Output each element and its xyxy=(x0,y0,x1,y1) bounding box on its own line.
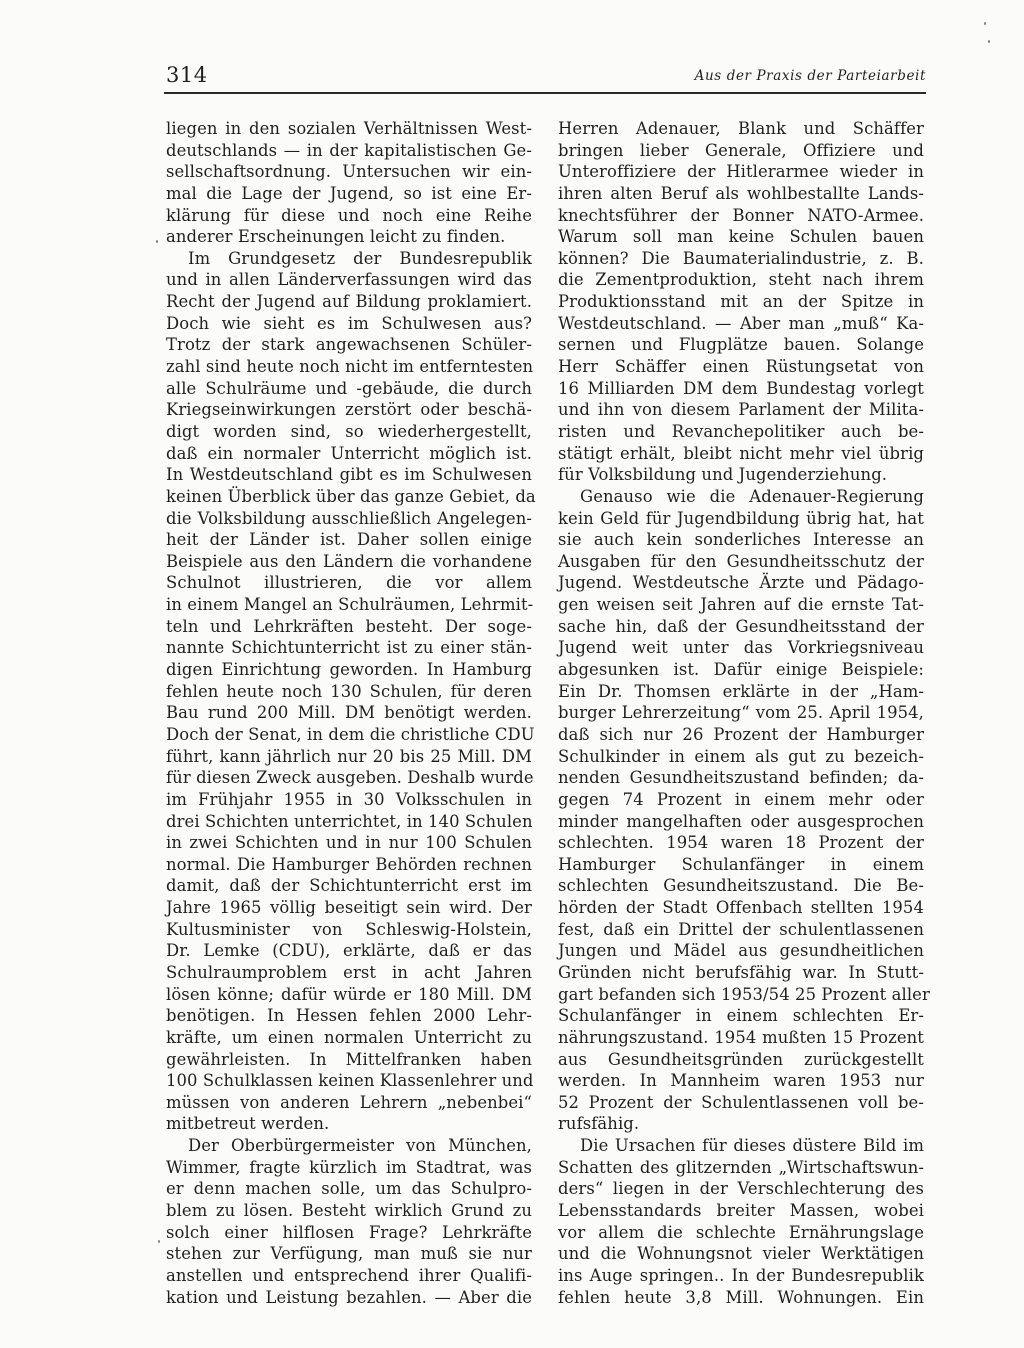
text-line: fehlen heute noch 130 Schulen, für deren xyxy=(166,681,532,701)
text-line: die Volksbildung ausschließlich Angelegen- xyxy=(166,508,532,528)
text-line: fest, daß ein Drittel der schulentlassenen xyxy=(558,919,924,939)
text-line: für diesen Zweck ausgeben. Deshalb wurde xyxy=(166,768,534,788)
text-line: blem zu lösen. Besteht wirklich Grund zu xyxy=(166,1201,532,1221)
text-line: ihren alten Beruf als wohlbestallte Lands- xyxy=(558,183,924,203)
text-line: keinen Überblick über das ganze Gebiet, da xyxy=(166,486,536,506)
text-line: Schatten des glitzernden „Wirtschaftswun- xyxy=(558,1157,924,1177)
text-line: lösen könne; dafür würde er 180 Mill. DM xyxy=(166,984,532,1004)
text-line: deutschlands — in der kapitalistischen Ge- xyxy=(166,140,532,160)
text-line: klärung für diese und noch eine Reihe xyxy=(166,205,532,225)
text-line: kation und Leistung bezahlen. — Aber die xyxy=(166,1287,532,1307)
text-line: er denn machen solle, um das Schulpro- xyxy=(166,1179,532,1199)
text-line: schlechten. 1954 waren 18 Prozent der xyxy=(558,833,924,853)
text-line: teln und Lehrkräften besteht. Der soge- xyxy=(166,616,532,636)
text-line: mitbetreut werden. xyxy=(166,1114,330,1134)
text-line: In Westdeutschland gibt es im Schulwesen xyxy=(166,465,532,485)
text-line: im Frühjahr 1955 in 30 Volksschulen in xyxy=(166,789,532,809)
text-line: damit, daß der Schichtunterricht erst im xyxy=(166,876,532,896)
text-line: in einem Mangel an Schulräumen, Lehrmit- xyxy=(166,595,534,615)
text-line: Ein Dr. Thomsen erklärte in der „Ham- xyxy=(558,681,924,701)
text-line: ins Auge springen.. In der Bundesrepublik xyxy=(558,1265,924,1285)
text-line: müssen von anderen Lehrern „nebenbei“ xyxy=(166,1092,532,1112)
text-line: kräfte, um einen normalen Unterricht zu xyxy=(166,1027,532,1047)
paragraph xyxy=(166,118,532,248)
text-line: anstellen und entsprechend ihrer Qualifi- xyxy=(166,1265,532,1285)
text-line: Lebensstandards breiter Massen, wobei xyxy=(558,1201,924,1221)
text-line: alle Schulräume und -gebäude, die durch xyxy=(166,378,532,398)
text-line: Herr Schäffer einen Rüstungsetat von xyxy=(558,357,924,377)
text-line: 16 Milliarden DM dem Bundestag vorlegt xyxy=(558,378,924,398)
text-line: Im Grundgesetz der Bundesrepublik xyxy=(188,248,532,268)
text-line: Recht der Jugend auf Bildung proklamiert. xyxy=(166,292,532,312)
text-line: abgesunken ist. Dafür einige Beispiele: xyxy=(558,660,924,680)
text-line: Wimmer, fragte kürzlich im Stadtrat, was xyxy=(166,1157,532,1177)
text-line: solch einer hilflosen Frage? Lehrkräfte xyxy=(166,1222,532,1242)
text-line: ders“ liegen in der Verschlechterung des xyxy=(558,1179,924,1199)
text-line: Jugend. Westdeutsche Ärzte und Pädago- xyxy=(558,573,924,593)
text-line: Produktionsstand mit an der Spitze in xyxy=(558,292,924,312)
text-line: Schulnot illustrieren, die vor allem xyxy=(166,573,532,593)
text-line: Jungen und Mädel aus gesundheitlichen xyxy=(558,941,924,961)
header-rule xyxy=(164,92,926,94)
paragraph xyxy=(166,248,536,1135)
text-line: für Volksbildung und Jugenderziehung. xyxy=(558,465,888,485)
text-line: sache hin, daß der Gesundheitsstand der xyxy=(558,616,924,636)
text-line: die Zementproduktion, steht nach ihrem xyxy=(558,270,924,290)
text-line: heit der Länder ist. Daher sollen einige xyxy=(166,530,532,550)
text-line: Herren Adenauer, Blank und Schäffer xyxy=(558,119,924,138)
text-line: anderer Erscheinungen leicht zu finden. xyxy=(166,227,506,247)
text-line: Doch der Senat, in dem die christliche CDU xyxy=(166,724,535,744)
text-line: und ihn von diesem Parlament der Milita- xyxy=(558,400,924,420)
text-line: Doch wie sieht es im Schulwesen aus? xyxy=(166,313,532,333)
text-line: aus Gesundheitsgründen zurückgestellt xyxy=(558,1049,924,1069)
text-line: daß ein normaler Unterricht möglich ist. xyxy=(166,443,532,463)
text-line: Jugend weit unter das Vorkriegsniveau xyxy=(558,638,924,658)
text-line: Schulkinder in einem als gut zu bezeich- xyxy=(558,746,924,766)
text-line: vor allem die schlechte Ernährungslage xyxy=(558,1222,924,1242)
text-line: und die Wohnungsnot vieler Werktätigen xyxy=(558,1244,924,1264)
running-title: Aus der Praxis der Parteiarbeit xyxy=(694,68,926,84)
right-column xyxy=(558,118,930,1308)
text-line: gart befanden sich 1953/54 25 Prozent aller xyxy=(558,984,930,1004)
text-line: und in allen Länderverfassungen wird das xyxy=(166,270,532,290)
text-line: gegen 74 Prozent in einem mehr oder xyxy=(558,789,924,809)
text-line: normal. Die Hamburger Behörden rechnen xyxy=(166,854,532,874)
text-line: digt worden sind, so wiederhergestellt, xyxy=(166,421,532,441)
text-line: digen Einrichtung geworden. In Hamburg xyxy=(166,660,532,680)
text-line: Schulanfänger in einem schlechten Er- xyxy=(558,1006,924,1026)
text-line: risten und Revanchepolitiker auch be- xyxy=(558,421,924,441)
text-line: stehen zur Verfügung, man muß sie nur xyxy=(166,1244,532,1264)
text-line: Schulraumproblem erst in acht Jahren xyxy=(166,962,532,982)
text-line: Dr. Lemke (CDU), erklärte, daß er das xyxy=(166,941,532,961)
print-speck xyxy=(158,1240,160,1243)
text-line: benötigen. In Hessen fehlen 2000 Lehr- xyxy=(166,1006,532,1026)
text-line: rufsfähig. xyxy=(558,1114,640,1134)
text-line: gen weisen seit Jahren auf die ernste Tat- xyxy=(558,595,924,615)
text-line: Genauso wie die Adenauer-Regierung xyxy=(580,486,924,506)
text-line: Kultusminister von Schleswig-Holstein, xyxy=(166,919,532,939)
text-line: 100 Schulklassen keinen Klassenlehrer und xyxy=(166,1071,534,1091)
text-line: Jahre 1965 völlig beseitigt sein wird. Der xyxy=(166,898,532,918)
text-line: stätigt erhält, bleibt nicht mehr viel übrig xyxy=(558,443,924,463)
text-line: werden. In Mannheim waren 1953 nur xyxy=(558,1071,924,1091)
text-line: gewährleisten. In Mittelfranken haben xyxy=(166,1049,532,1069)
text-line: knechtsführer der Bonner NATO-Armee. xyxy=(558,205,924,225)
left-column xyxy=(166,118,536,1308)
text-line: hörden der Stadt Offenbach stellten 1954 xyxy=(558,898,924,918)
text-line: in zwei Schichten und in nur 100 Schulen xyxy=(166,833,532,853)
text-line: sernen und Flugplätze bauen. Solange xyxy=(558,335,924,355)
print-speck xyxy=(984,22,986,25)
text-line: Warum soll man keine Schulen bauen xyxy=(558,227,924,247)
print-speck xyxy=(988,40,990,43)
text-line: zahl sind heute noch nicht im entferntesten xyxy=(166,357,534,377)
text-line: führt, kann jährlich nur 20 bis 25 Mill. DM xyxy=(166,746,532,766)
text-line: liegen in den sozialen Verhältnissen West- xyxy=(166,119,532,138)
text-line: Bau rund 200 Mill. DM benötigt werden. xyxy=(166,703,532,723)
text-line: mal die Lage der Jugend, so ist eine Er- xyxy=(166,183,532,203)
text-line: nannte Schichtunterricht ist zu einer stän- xyxy=(166,638,532,658)
paragraph xyxy=(558,1135,924,1308)
text-line: burger Lehrerzeitung“ vom 25. April 1954, xyxy=(558,703,924,723)
text-line: Westdeutschland. — Aber man „muß“ Ka- xyxy=(558,313,924,333)
text-line: Der Oberbürgermeister von München, xyxy=(188,1136,532,1156)
text-line: sellschaftsordnung. Untersuchen wir ein- xyxy=(166,162,532,182)
print-speck xyxy=(156,240,158,243)
paragraph xyxy=(558,486,930,1135)
text-line: kein Geld für Jugendbildung übrig hat, hat xyxy=(558,508,924,528)
text-line: fehlen heute 3,8 Mill. Wohnungen. Ein xyxy=(558,1287,924,1307)
text-line: Unteroffiziere der Hitlerarmee wieder in xyxy=(558,162,924,182)
text-line: Die Ursachen für dieses düstere Bild im xyxy=(580,1136,924,1156)
text-line: Beispiele aus den Ländern die vorhandene xyxy=(166,551,532,571)
text-line: können? Die Baumaterialindustrie, z. B. xyxy=(558,248,924,268)
text-line: 52 Prozent der Schulentlassenen voll be- xyxy=(558,1092,924,1112)
text-line: Kriegseinwirkungen zerstört oder beschä- xyxy=(166,400,532,420)
text-line: Trotz der stark angewachsenen Schüler- xyxy=(166,335,532,355)
paragraph xyxy=(558,118,924,486)
text-line: schlechten Gesundheitszustand. Die Be- xyxy=(558,876,924,896)
text-line: daß sich nur 26 Prozent der Hamburger xyxy=(558,724,924,744)
text-line: nährungszustand. 1954 mußten 15 Prozent xyxy=(558,1027,924,1047)
page-number: 314 xyxy=(166,63,208,87)
text-line: nenden Gesundheitszustand befinden; da- xyxy=(558,768,924,788)
text-line: minder mangelhaften oder ausgesprochen xyxy=(558,811,924,831)
paragraph xyxy=(166,1135,532,1308)
text-line: sie auch kein sonderliches Interesse an xyxy=(558,530,924,550)
text-line: Ausgaben für den Gesundheitsschutz der xyxy=(558,551,924,571)
text-line: drei Schichten unterrichtet, in 140 Schulen xyxy=(166,811,533,831)
text-line: Gründen nicht berufsfähig war. In Stutt- xyxy=(558,962,924,982)
text-line: bringen lieber Generale, Offiziere und xyxy=(558,140,924,160)
text-line: Hamburger Schulanfänger in einem xyxy=(558,854,924,874)
